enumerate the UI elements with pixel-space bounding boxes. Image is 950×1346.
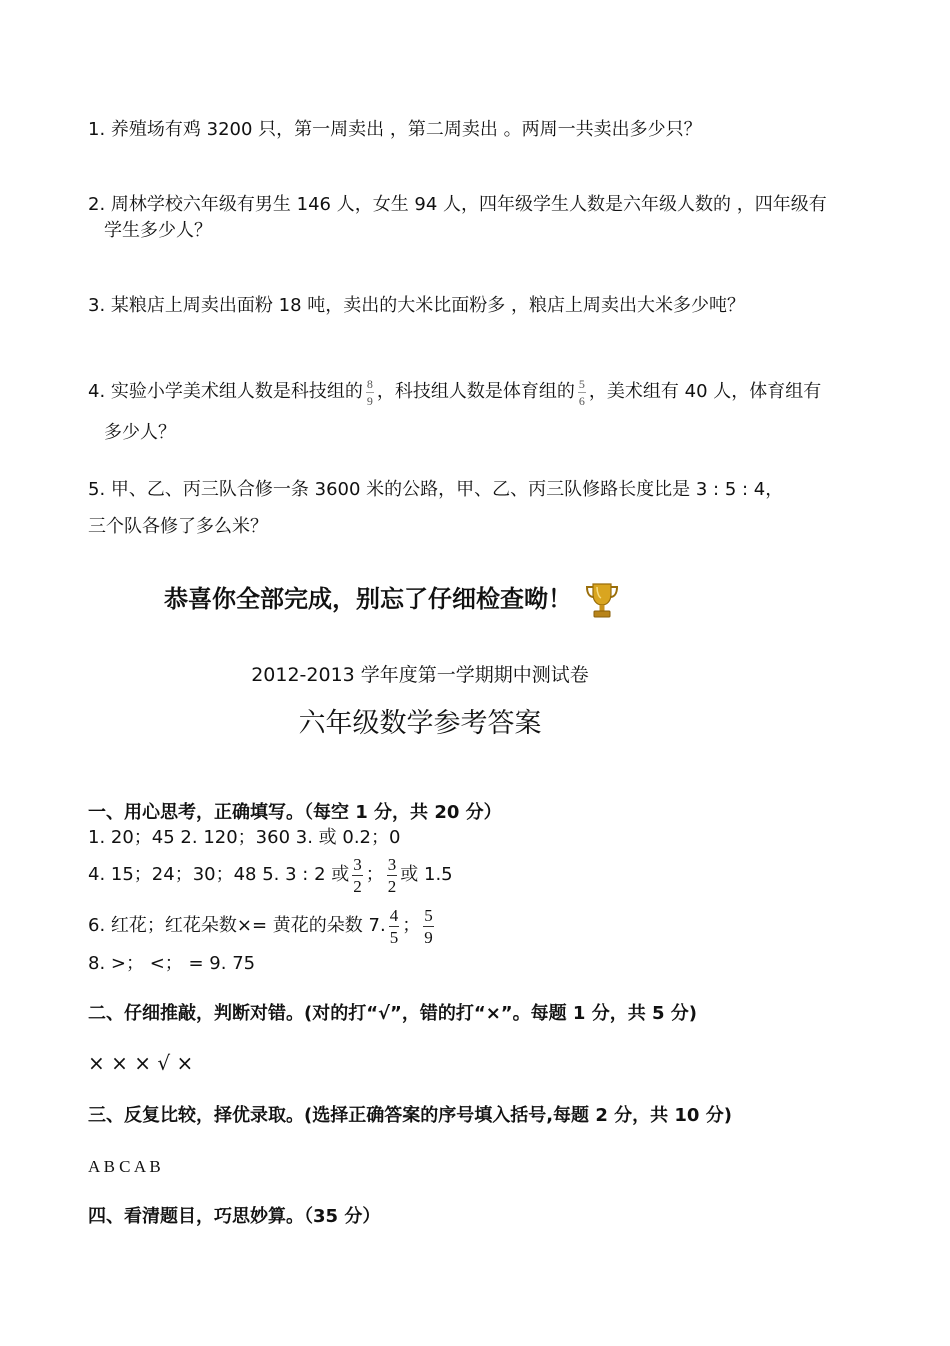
section-4-heading: 四、看清题目，巧思妙算。（35 分） bbox=[88, 1206, 381, 1227]
section-2-heading: 二、仔细推敲，判断对错。(对的打“√”，错的打“×”。每题 1 分，共 5 分) bbox=[88, 1003, 697, 1024]
answer-text: 或 1.5 bbox=[400, 864, 453, 885]
fraction-numerator: 3 bbox=[353, 854, 362, 874]
fraction-denominator: 2 bbox=[353, 876, 362, 896]
section-2-answers: × × × √ × bbox=[88, 1051, 194, 1075]
question-4-text-2: ，科技组人数是体育组的 bbox=[376, 381, 575, 402]
question-4-text-1: 4. 实验小学美术组人数是科技组的 bbox=[88, 381, 363, 402]
question-4-text-3: ，美术组有 40 人，体育组有 bbox=[588, 381, 822, 402]
fraction-4-5 bbox=[389, 907, 400, 946]
fraction-denominator: 2 bbox=[387, 876, 397, 896]
fraction-5-9 bbox=[423, 907, 434, 946]
fraction-denominator: 9 bbox=[366, 393, 373, 408]
answer-key-title: 六年级数学参考答案 bbox=[298, 708, 542, 739]
section-3-heading: 三、反复比较，择优录取。(选择正确答案的序号填入括号,每题 2 分，共 10 分) bbox=[88, 1105, 732, 1126]
fraction-bar bbox=[423, 926, 434, 927]
fraction-numerator: 4 bbox=[389, 905, 399, 925]
fraction-8-9 bbox=[366, 378, 374, 407]
fraction-bar bbox=[578, 392, 586, 393]
congrats-text: 恭喜你全部完成，别忘了仔细检查呦！ bbox=[164, 585, 572, 613]
answer-separator: ； bbox=[402, 915, 421, 936]
fraction-numerator: 5 bbox=[424, 905, 433, 925]
fraction-denominator: 6 bbox=[578, 393, 585, 408]
answer-text: 6. 红花；红花朵数×= 黄花的朵数 7. bbox=[88, 915, 386, 936]
question-1: 1. 养殖场有鸡 3200 只，第一周卖出 ，第二周卖出 。两周一共卖出多少只？ bbox=[88, 119, 702, 140]
question-4-line-1 bbox=[88, 372, 821, 412]
section-1-answers-line-2 bbox=[88, 852, 453, 898]
question-3: 3. 某粮店上周卖出面粉 18 吨，卖出的大米比面粉多 ，粮店上周卖出大米多少吨？ bbox=[88, 295, 745, 316]
fraction-3-2 bbox=[352, 856, 363, 895]
fraction-numerator: 3 bbox=[387, 854, 397, 874]
fraction-denominator: 5 bbox=[389, 927, 399, 947]
fraction-bar bbox=[366, 392, 374, 393]
answer-text: 4. 15；24；30；48 5. 3 : 2 或 bbox=[88, 864, 350, 885]
fraction-bar bbox=[387, 875, 398, 876]
fraction-3-2 bbox=[387, 856, 398, 895]
question-4-line-2: 多少人？ bbox=[104, 422, 176, 443]
section-1-answers-line-1: 1. 20；45 2. 120；360 3. 或 0.2；0 bbox=[88, 827, 401, 848]
congrats-message bbox=[164, 580, 620, 620]
question-2-line-1: 2. 周林学校六年级有男生 146 人，女生 94 人，四年级学生人数是六年级人数的 ，四年级有 bbox=[88, 194, 827, 215]
section-1-heading: 一、用心思考，正确填写。（每空 1 分，共 20 分） bbox=[88, 802, 502, 823]
fraction-numerator: 8 bbox=[366, 376, 373, 391]
fraction-numerator: 5 bbox=[578, 376, 585, 391]
fraction-bar bbox=[352, 875, 363, 876]
section-1-answers-line-4: 8. >； <； = 9. 75 bbox=[88, 953, 256, 974]
question-5-line-2: 三个队各修了多么米？ bbox=[88, 516, 268, 537]
question-5-line-1: 5. 甲、乙、丙三队合修一条 3600 米的公路，甲、乙、丙三队修路长度比是 3 : 5 : 4， bbox=[88, 479, 784, 500]
fraction-5-6 bbox=[578, 378, 586, 407]
fraction-bar bbox=[389, 926, 400, 927]
trophy-icon bbox=[584, 580, 620, 620]
question-2-line-2: 学生多少人？ bbox=[104, 220, 212, 241]
fraction-denominator: 9 bbox=[424, 927, 433, 947]
section-1-answers-line-3 bbox=[88, 903, 437, 949]
exam-term-title: 2012-2013 学年度第一学期期中测试卷 bbox=[251, 664, 589, 686]
section-3-answers: A B C A B bbox=[88, 1157, 161, 1176]
answer-separator: ； bbox=[365, 864, 384, 885]
